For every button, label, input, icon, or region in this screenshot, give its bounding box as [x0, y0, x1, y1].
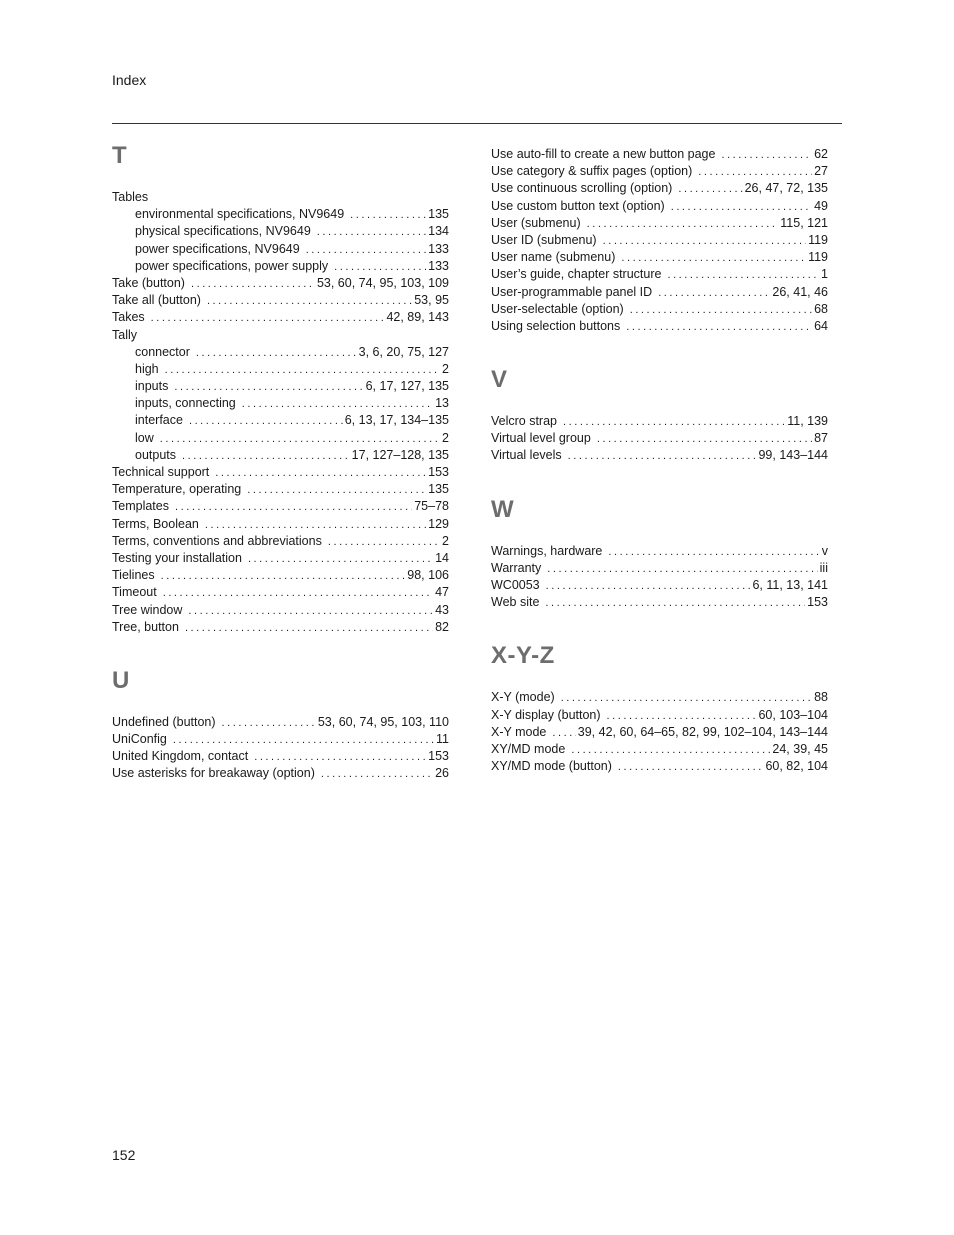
index-term: low: [135, 430, 154, 445]
dot-leader: [545, 595, 805, 612]
dot-leader: [160, 431, 440, 448]
index-entry: [491, 163, 828, 180]
page-references: 6, 11, 13, 141: [752, 578, 828, 592]
index-term: Temperature, operating: [112, 482, 242, 497]
dot-leader: [597, 431, 812, 448]
dot-leader: [587, 216, 779, 233]
index-entry: [491, 284, 828, 301]
index-term: Tally: [112, 327, 138, 342]
index-subentry: [112, 412, 449, 429]
index-entry: [491, 215, 828, 232]
dot-leader: [174, 379, 363, 396]
dot-leader: [175, 499, 412, 516]
page-references: 11: [436, 732, 449, 747]
index-term: XY/MD mode: [491, 741, 566, 756]
index-term: Web site: [491, 595, 540, 610]
index-subentry: [112, 361, 449, 378]
index-section: [112, 667, 449, 783]
dot-leader: [626, 319, 812, 336]
dot-leader: [247, 482, 426, 499]
page-references: 133: [428, 258, 449, 273]
header-divider: [112, 123, 842, 124]
index-term: Use auto-fill to create a new button page: [491, 147, 716, 161]
index-entry: [491, 577, 828, 594]
index-entry: [491, 146, 828, 163]
dot-leader: [215, 465, 426, 482]
index-term: outputs: [135, 447, 177, 462]
index-term: Tielines: [112, 568, 155, 583]
page-number: 152: [112, 1147, 136, 1163]
index-entry: [491, 543, 828, 560]
dot-leader: [678, 181, 742, 198]
section-letter-heading: T: [112, 142, 128, 169]
index-entry: [112, 481, 449, 498]
page-references: 119: [808, 250, 828, 265]
index-term: Take (button): [112, 275, 185, 290]
dot-leader: [222, 715, 316, 732]
index-term: XY/MD mode (button): [491, 759, 612, 774]
index-term: power specifications, power supply: [135, 258, 329, 273]
index-term: Testing your installation: [112, 550, 242, 565]
dot-leader: [248, 551, 433, 568]
dot-leader: [561, 690, 812, 707]
page-references: 99, 143–144: [758, 448, 828, 463]
page-references: 115, 121: [780, 215, 828, 230]
index-entry: [491, 447, 828, 464]
index-term: WC0053: [491, 578, 540, 592]
page-references: 153: [807, 595, 828, 610]
dot-leader: [698, 164, 812, 181]
page-references: 2: [442, 430, 449, 445]
index-entry: [112, 275, 449, 292]
dot-leader: [188, 603, 433, 620]
index-subentry: [112, 395, 449, 412]
index-term: User ID (submenu): [491, 232, 597, 247]
index-entry: [112, 714, 449, 731]
dot-leader: [603, 233, 806, 250]
index-term: Warranty: [491, 560, 542, 575]
page-references: 6, 17, 127, 135: [365, 379, 449, 394]
dot-leader: [608, 544, 819, 561]
dot-leader: [196, 345, 357, 362]
page-references: 17, 127–128, 135: [351, 447, 449, 462]
index-entry: [491, 249, 828, 266]
page-references: 133: [428, 241, 449, 256]
dot-leader: [630, 302, 812, 319]
page-references: iii: [819, 560, 828, 575]
page-references: 53, 60, 74, 95, 103, 110: [317, 714, 449, 729]
index-entry: [112, 765, 449, 782]
index-entry: [491, 430, 828, 447]
dot-leader: [182, 448, 350, 465]
index-term: Virtual levels: [491, 448, 562, 463]
page-references: 64: [814, 318, 828, 333]
index-entry: [112, 189, 449, 206]
page-references: 60, 103–104: [758, 707, 828, 722]
index-term: Terms, Boolean: [112, 516, 199, 531]
index-term: Use continuous scrolling (option): [491, 181, 673, 196]
index-term: Use category & suffix pages (option): [491, 164, 693, 179]
index-term: power specifications, NV9649: [135, 241, 300, 256]
dot-leader: [151, 310, 385, 327]
dot-leader: [607, 708, 757, 725]
page-references: 135: [428, 207, 449, 222]
dot-leader: [721, 147, 812, 164]
index-entry: [112, 464, 449, 481]
index-section: [491, 366, 828, 465]
index-entry: [112, 327, 449, 344]
dot-leader: [563, 414, 785, 431]
index-entry: [491, 724, 828, 741]
index-term: Virtual level group: [491, 431, 591, 446]
section-letter-heading: W: [491, 495, 515, 523]
index-entry: [491, 301, 828, 318]
index-entry: [491, 758, 828, 775]
index-entry: [112, 567, 449, 584]
page-references: 2: [442, 533, 449, 548]
section-letter-heading: U: [112, 666, 130, 694]
index-term: Take all (button): [112, 293, 201, 308]
index-subentry: [112, 430, 449, 447]
page-references: 135: [428, 482, 449, 497]
index-entry: [491, 707, 828, 724]
section-letter-heading: X-Y-Z: [491, 642, 555, 670]
index-entry: [491, 560, 828, 577]
index-term: United Kingdom, contact: [112, 749, 249, 764]
page-references: 62: [814, 147, 828, 161]
dot-leader: [568, 448, 757, 465]
page-references: 82: [435, 619, 449, 634]
index-subentry: [112, 206, 449, 223]
index-term: Undefined (button): [112, 714, 216, 729]
index-term: Using selection buttons: [491, 318, 621, 333]
index-term: Terms, conventions and abbreviations: [112, 533, 322, 548]
page-references: 129: [428, 516, 449, 531]
dot-leader: [185, 620, 433, 637]
page-references: 153: [428, 749, 449, 764]
page-references: 24, 39, 45: [772, 741, 828, 756]
index-term: User-programmable panel ID: [491, 284, 653, 299]
dot-leader: [552, 725, 575, 742]
dot-leader: [334, 259, 426, 276]
page-references: 6, 13, 17, 134–135: [344, 413, 449, 428]
page-references: 98, 106: [407, 568, 449, 583]
index-term: Tree window: [112, 602, 183, 617]
index-entry: [112, 584, 449, 601]
index-term: User’s guide, chapter structure: [491, 267, 662, 282]
index-entry: [491, 594, 828, 611]
dot-leader: [165, 362, 440, 379]
index-entry: [112, 731, 449, 748]
index-entry: [491, 232, 828, 249]
index-entry: [112, 292, 449, 309]
page-references: 1: [821, 267, 828, 282]
index-entry: [112, 619, 449, 636]
dot-leader: [621, 250, 806, 267]
dot-leader: [350, 207, 426, 224]
page-references: 134: [428, 224, 449, 239]
index-section: [491, 496, 828, 612]
page-references: 43: [435, 602, 449, 617]
index-subentry: [112, 241, 449, 258]
index-term: Technical support: [112, 465, 210, 479]
index-term: Use asterisks for breakaway (option): [112, 766, 315, 781]
index-term: Tables: [112, 190, 149, 204]
page-references: 75–78: [414, 499, 449, 514]
dot-leader: [667, 267, 819, 284]
index-term: environmental specifications, NV9649: [135, 207, 345, 222]
index-term: connector: [135, 344, 190, 359]
page-references: 11, 139: [787, 414, 828, 429]
dot-leader: [207, 293, 412, 310]
index-subentry: [112, 258, 449, 275]
page-references: 26, 47, 72, 135: [744, 181, 828, 196]
dot-leader: [317, 224, 426, 241]
page-references: 27: [814, 164, 828, 179]
index-term: Takes: [112, 310, 145, 325]
index-term: Use custom button text (option): [491, 198, 665, 213]
section-letter-heading: V: [491, 366, 508, 394]
dot-leader: [205, 517, 426, 534]
index-entry: [491, 266, 828, 283]
dot-leader: [671, 199, 812, 216]
index-subentry: [112, 447, 449, 464]
index-entry: [112, 498, 449, 515]
page-references: 87: [814, 431, 828, 446]
index-entry: [491, 318, 828, 335]
page-references: 153: [428, 465, 449, 479]
dot-leader: [328, 534, 440, 551]
index-term: Warnings, hardware: [491, 543, 603, 558]
index-entry: [491, 180, 828, 197]
page-references: 53, 60, 74, 95, 103, 109: [316, 275, 449, 290]
index-column-right: [491, 146, 828, 806]
index-section: [491, 642, 828, 775]
dot-leader: [547, 561, 817, 578]
page-references: 49: [814, 198, 828, 213]
index-term: interface: [135, 413, 183, 428]
page-references: 88: [814, 690, 828, 705]
dot-leader: [618, 759, 764, 776]
page-references: 3, 6, 20, 75, 127: [358, 344, 449, 359]
index-term: Velcro strap: [491, 414, 558, 429]
dot-leader: [321, 766, 433, 783]
index-entry: [112, 309, 449, 326]
page-references: 14: [435, 550, 449, 565]
page-references: 39, 42, 60, 64–65, 82, 99, 102–104, 143–144: [577, 724, 828, 739]
index-entry: [491, 198, 828, 215]
index-subentry: [112, 344, 449, 361]
page-references: 53, 95: [414, 293, 449, 308]
index-term: inputs: [135, 379, 169, 394]
index-term: User (submenu): [491, 215, 581, 230]
index-entry: [491, 689, 828, 706]
page-references: 68: [814, 301, 828, 316]
index-term: Templates: [112, 499, 169, 514]
index-column-left: [112, 142, 449, 814]
dot-leader: [546, 578, 751, 595]
page-references: 119: [808, 232, 828, 247]
page-references: 42, 89, 143: [386, 310, 449, 325]
page-references: 26, 41, 46: [772, 284, 828, 299]
index-entry: [491, 741, 828, 758]
dot-leader: [189, 413, 343, 430]
page-references: 60, 82, 104: [765, 759, 828, 774]
index-term: high: [135, 361, 159, 376]
running-header: Index: [112, 72, 147, 88]
index-term: Timeout: [112, 585, 157, 600]
page-references: v: [821, 543, 828, 558]
dot-leader: [658, 285, 770, 302]
index-entry: [112, 748, 449, 765]
index-entry: [112, 550, 449, 567]
page-references: 13: [435, 396, 449, 411]
index-entry: [112, 602, 449, 619]
index-term: UniConfig: [112, 732, 167, 747]
index-term: physical specifications, NV9649: [135, 224, 311, 239]
dot-leader: [254, 749, 426, 766]
dot-leader: [161, 568, 406, 585]
index-term: X-Y (mode): [491, 690, 555, 705]
index-term: X-Y display (button): [491, 707, 601, 722]
index-term: User-selectable (option): [491, 301, 624, 316]
page-references: 2: [442, 361, 449, 376]
index-entry: [112, 533, 449, 550]
dot-leader: [571, 742, 770, 759]
index-term: inputs, connecting: [135, 396, 236, 411]
index-entry: [112, 516, 449, 533]
index-section: [491, 146, 828, 335]
index-section: [112, 142, 449, 636]
dot-leader: [242, 396, 433, 413]
dot-leader: [173, 732, 434, 749]
index-subentry: [112, 223, 449, 240]
index-entry: [491, 413, 828, 430]
index-subentry: [112, 378, 449, 395]
page-references: 47: [435, 585, 449, 600]
dot-leader: [191, 276, 315, 293]
dot-leader: [163, 585, 433, 602]
index-term: Tree, button: [112, 619, 179, 634]
index-term: X-Y mode: [491, 724, 547, 739]
page-references: 26: [435, 766, 449, 781]
dot-leader: [306, 242, 426, 259]
index-term: User name (submenu): [491, 250, 616, 265]
